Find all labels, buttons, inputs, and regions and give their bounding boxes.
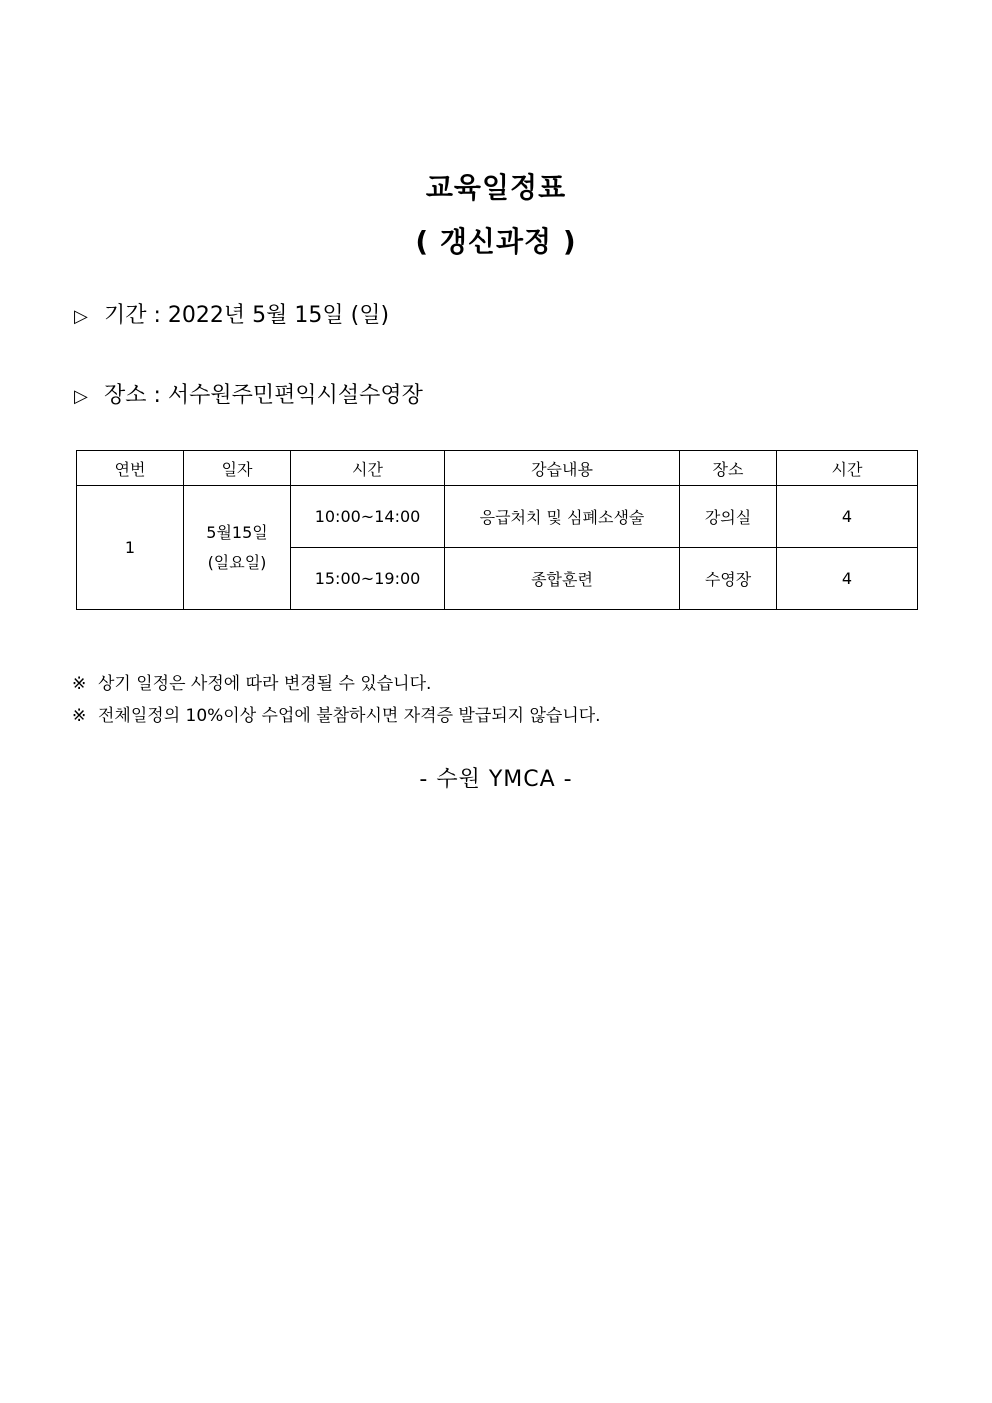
note-text: 전체일정의 10%이상 수업에 불참하시면 자격증 발급되지 않습니다. xyxy=(98,706,601,726)
reference-mark-icon: ※ xyxy=(72,706,87,726)
cell-date-line1: 5월15일 xyxy=(206,522,268,542)
cell-number: 1 xyxy=(77,486,184,610)
cell-location: 수영장 xyxy=(680,548,777,610)
cell-time: 15:00~19:00 xyxy=(291,548,445,610)
table-row xyxy=(77,486,918,548)
notes-section xyxy=(72,668,601,732)
cell-location: 강의실 xyxy=(680,486,777,548)
header-location: 장소 xyxy=(680,451,777,486)
cell-date-line2: (일요일) xyxy=(207,552,267,572)
cell-date xyxy=(184,486,291,610)
cell-content: 응급처치 및 심폐소생술 xyxy=(445,486,680,548)
period-line xyxy=(74,298,389,329)
document-subtitle: ( 갱신과정 ) xyxy=(415,225,577,258)
cell-hours: 4 xyxy=(777,548,918,610)
place-text: 장소 : 서수원주민편익시설수영장 xyxy=(104,383,423,408)
document-title: 교육일정표 xyxy=(425,171,567,204)
header-number: 연번 xyxy=(77,451,184,486)
note-text: 상기 일정은 사정에 따라 변경될 수 있습니다. xyxy=(98,674,432,694)
schedule-table xyxy=(76,450,918,610)
header-content: 강습내용 xyxy=(445,451,680,486)
cell-hours: 4 xyxy=(777,486,918,548)
triangle-marker-icon: ▷ xyxy=(74,386,88,407)
header-date: 일자 xyxy=(184,451,291,486)
triangle-marker-icon: ▷ xyxy=(74,306,88,327)
note-item xyxy=(72,668,601,700)
header-time: 시간 xyxy=(291,451,445,486)
cell-time: 10:00~14:00 xyxy=(291,486,445,548)
header-hours: 시간 xyxy=(777,451,918,486)
period-text: 기간 : 2022년 5월 15일 (일) xyxy=(104,303,390,328)
note-item xyxy=(72,700,601,732)
footer-signature: - 수원 YMCA - xyxy=(419,767,573,792)
cell-content: 종합훈련 xyxy=(445,548,680,610)
reference-mark-icon: ※ xyxy=(72,674,87,694)
table-header-row xyxy=(77,451,918,486)
place-line xyxy=(74,378,423,409)
